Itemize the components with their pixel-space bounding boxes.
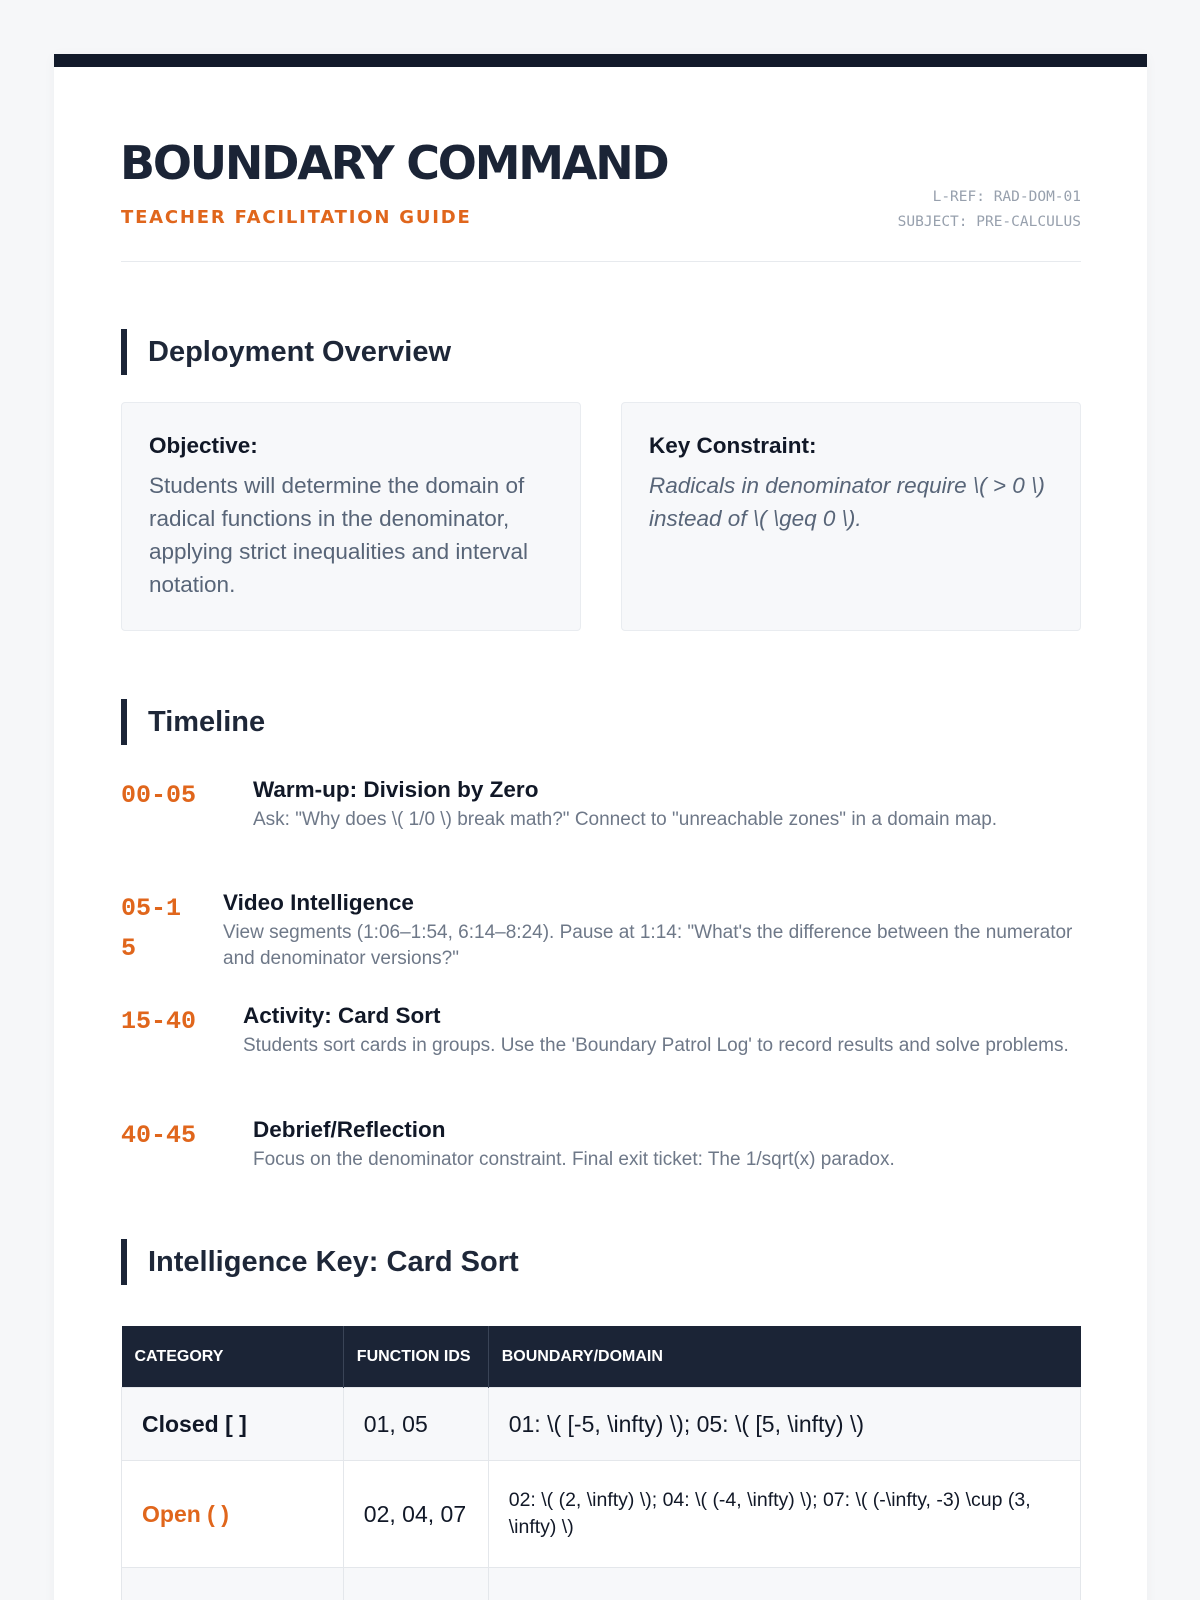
- objective-text: Students will determine the domain of radical functions in the denominator, applying strict inequalities and interval notation.: [149, 473, 528, 597]
- header-divider: [121, 261, 1081, 262]
- timeline-description: Focus on the denominator constraint. Final exit ticket: The 1/sqrt(x) paradox.: [253, 1149, 895, 1170]
- document-title: BOUNDARY COMMAND: [120, 136, 668, 190]
- function-ids-cell: 02, 04, 07: [343, 1461, 488, 1568]
- timeline-title: Video Intelligence: [223, 890, 414, 915]
- timeline-description: Ask: "Why does \( 1/0 \) break math?" Connect to "unreachable zones" in a domain map.: [253, 809, 998, 830]
- lesson-reference: L-REF: RAD-DOM-01: [932, 189, 1081, 205]
- timeline-description: Students sort cards in groups. Use the 'Boundary Patrol Log' to record results and solve problems.: [243, 1035, 1069, 1056]
- function-ids-cell: [343, 1568, 488, 1600]
- document-sheet: [54, 54, 1147, 1600]
- timeline-time: 40-45: [121, 1121, 197, 1150]
- category-cell: [122, 1568, 344, 1600]
- objective-card: [121, 402, 581, 631]
- timeline-title: Warm-up: Division by Zero: [253, 777, 539, 802]
- category-cell: Closed [ ]: [122, 1388, 344, 1461]
- section-heading-overview: Deployment Overview: [121, 329, 451, 375]
- category-cell: Open ( ): [122, 1461, 344, 1568]
- timeline-time: 15-40: [121, 1007, 197, 1036]
- timeline-time: 00-05: [121, 781, 197, 810]
- timeline-body: [223, 889, 1081, 972]
- constraint-card: [621, 402, 1081, 631]
- domain-cell: 02: \( (2, \infty) \); 04: \( (-4, \infty) \); 07: \( (-\infty, -3) \cup (3, \infty) \): [488, 1461, 1080, 1568]
- table-row: [122, 1568, 1081, 1600]
- timeline-time: 05-15: [121, 894, 182, 963]
- document-subtitle: TEACHER FACILITATION GUIDE: [121, 207, 472, 228]
- constraint-text: Radicals in denominator require \( > 0 \) instead of \( \geq 0 \).: [649, 473, 1045, 531]
- constraint-label: Key Constraint:: [649, 433, 817, 458]
- timeline-title: Debrief/Reflection: [253, 1117, 446, 1142]
- document-meta: [898, 185, 1081, 235]
- objective-label: Objective:: [149, 433, 258, 458]
- timeline-body: [243, 1002, 1081, 1059]
- timeline-body: [253, 776, 1081, 833]
- domain-cell: [488, 1568, 1080, 1600]
- function-ids-cell: 01, 05: [343, 1388, 488, 1461]
- card-sort-table: [121, 1326, 1081, 1600]
- column-header-category: CATEGORY: [122, 1326, 344, 1388]
- section-heading-card-sort: Intelligence Key: Card Sort: [121, 1239, 519, 1285]
- section-heading-timeline: Timeline: [121, 699, 265, 745]
- column-header-function-ids: FUNCTION IDS: [343, 1326, 488, 1388]
- domain-cell: 01: \( [-5, \infty) \); 05: \( [5, \infty) \): [488, 1388, 1080, 1461]
- column-header-boundary-domain: BOUNDARY/DOMAIN: [488, 1326, 1080, 1388]
- table-row: [122, 1388, 1081, 1461]
- timeline-title: Activity: Card Sort: [243, 1003, 441, 1028]
- timeline-body: [253, 1116, 1081, 1173]
- table-row: [122, 1461, 1081, 1568]
- table-header-row: [122, 1326, 1081, 1388]
- subject-label: SUBJECT: PRE-CALCULUS: [897, 214, 1081, 230]
- timeline-description: View segments (1:06–1:54, 6:14–8:24). Pause at 1:14: "What's the difference between the numerator and denominator versions?": [223, 922, 1073, 969]
